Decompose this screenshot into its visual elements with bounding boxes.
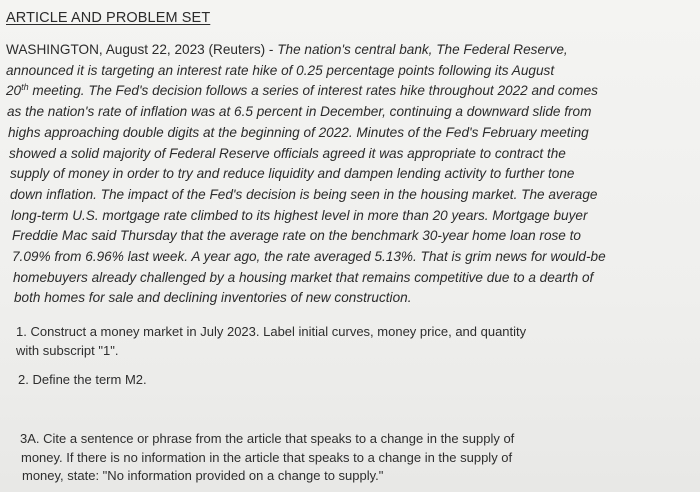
article-line — [6, 40, 696, 61]
article-line: announced it is targeting an interest rate hike of 0.25 percentage points following its August — [6, 62, 555, 78]
article-line: supply of money in order to try and reduce liquidity and dampen lending activity to further tone — [10, 166, 575, 182]
question-1-line: with subscript "1". — [16, 342, 119, 358]
ordinal-suffix: th — [21, 82, 29, 93]
question-2-line: 2. Define the term M2. — [18, 372, 147, 387]
question-2 — [18, 371, 147, 390]
article-line-start: WASHINGTON, August 22, 2023 (Reuters) - — [6, 42, 278, 57]
article-line: down inflation. The impact of the Fed's decision is being seen in the housing market. The average — [10, 186, 598, 202]
question-1 — [16, 323, 576, 360]
article-body — [6, 40, 696, 309]
question-1-line: 1. Construct a money market in July 2023. Label initial curves, money price, and quantity — [16, 324, 527, 339]
article-line: both homes for sale and declining inventories of new construction. — [14, 290, 412, 306]
article-line — [6, 81, 696, 102]
question-3a-line: 3A. Cite a sentence or phrase from the article that speaks to a change in the supply of — [20, 431, 515, 446]
article-line: showed a solid majority of Federal Reserve officials agreed it was appropriate to contract the — [9, 145, 566, 161]
page-title: ARTICLE AND PROBLEM SET — [6, 10, 211, 26]
article-line-text: meeting. The Fed's decision follows a series of interest rates hike throughout 2022 and comes — [32, 83, 598, 99]
article-line: homebuyers already challenged by a housing market that remains competitive due to a dearth of — [13, 269, 594, 285]
article-line: Freddie Mac said Thursday that the average rate on the benchmark 30-year home loan rose to — [12, 228, 581, 244]
article-line: long-term U.S. mortgage rate climbed to its highest level in more than 20 years. Mortgage buyer — [11, 207, 588, 223]
article-line-italic: The nation's central bank, The Federal Reserve, — [277, 42, 568, 57]
article-line: as the nation's rate of inflation was at 6.5 percent in December, continuing a downward slide from — [7, 104, 592, 120]
article-line: 7.09% from 6.96% last week. A year ago, the rate averaged 5.13%. That is grim news for would-be — [12, 249, 606, 265]
question-3a — [20, 430, 560, 486]
article-line: highs approaching double digits at the beginning of 2022. Minutes of the Fed's February meeting — [8, 124, 589, 140]
ordinal-number: 20 — [6, 83, 22, 99]
question-3a-line: money, state: "No information provided on a change to supply." — [22, 468, 384, 483]
question-3a-line: money. If there is no information in the article that speaks to a change in the supply of — [21, 449, 513, 465]
